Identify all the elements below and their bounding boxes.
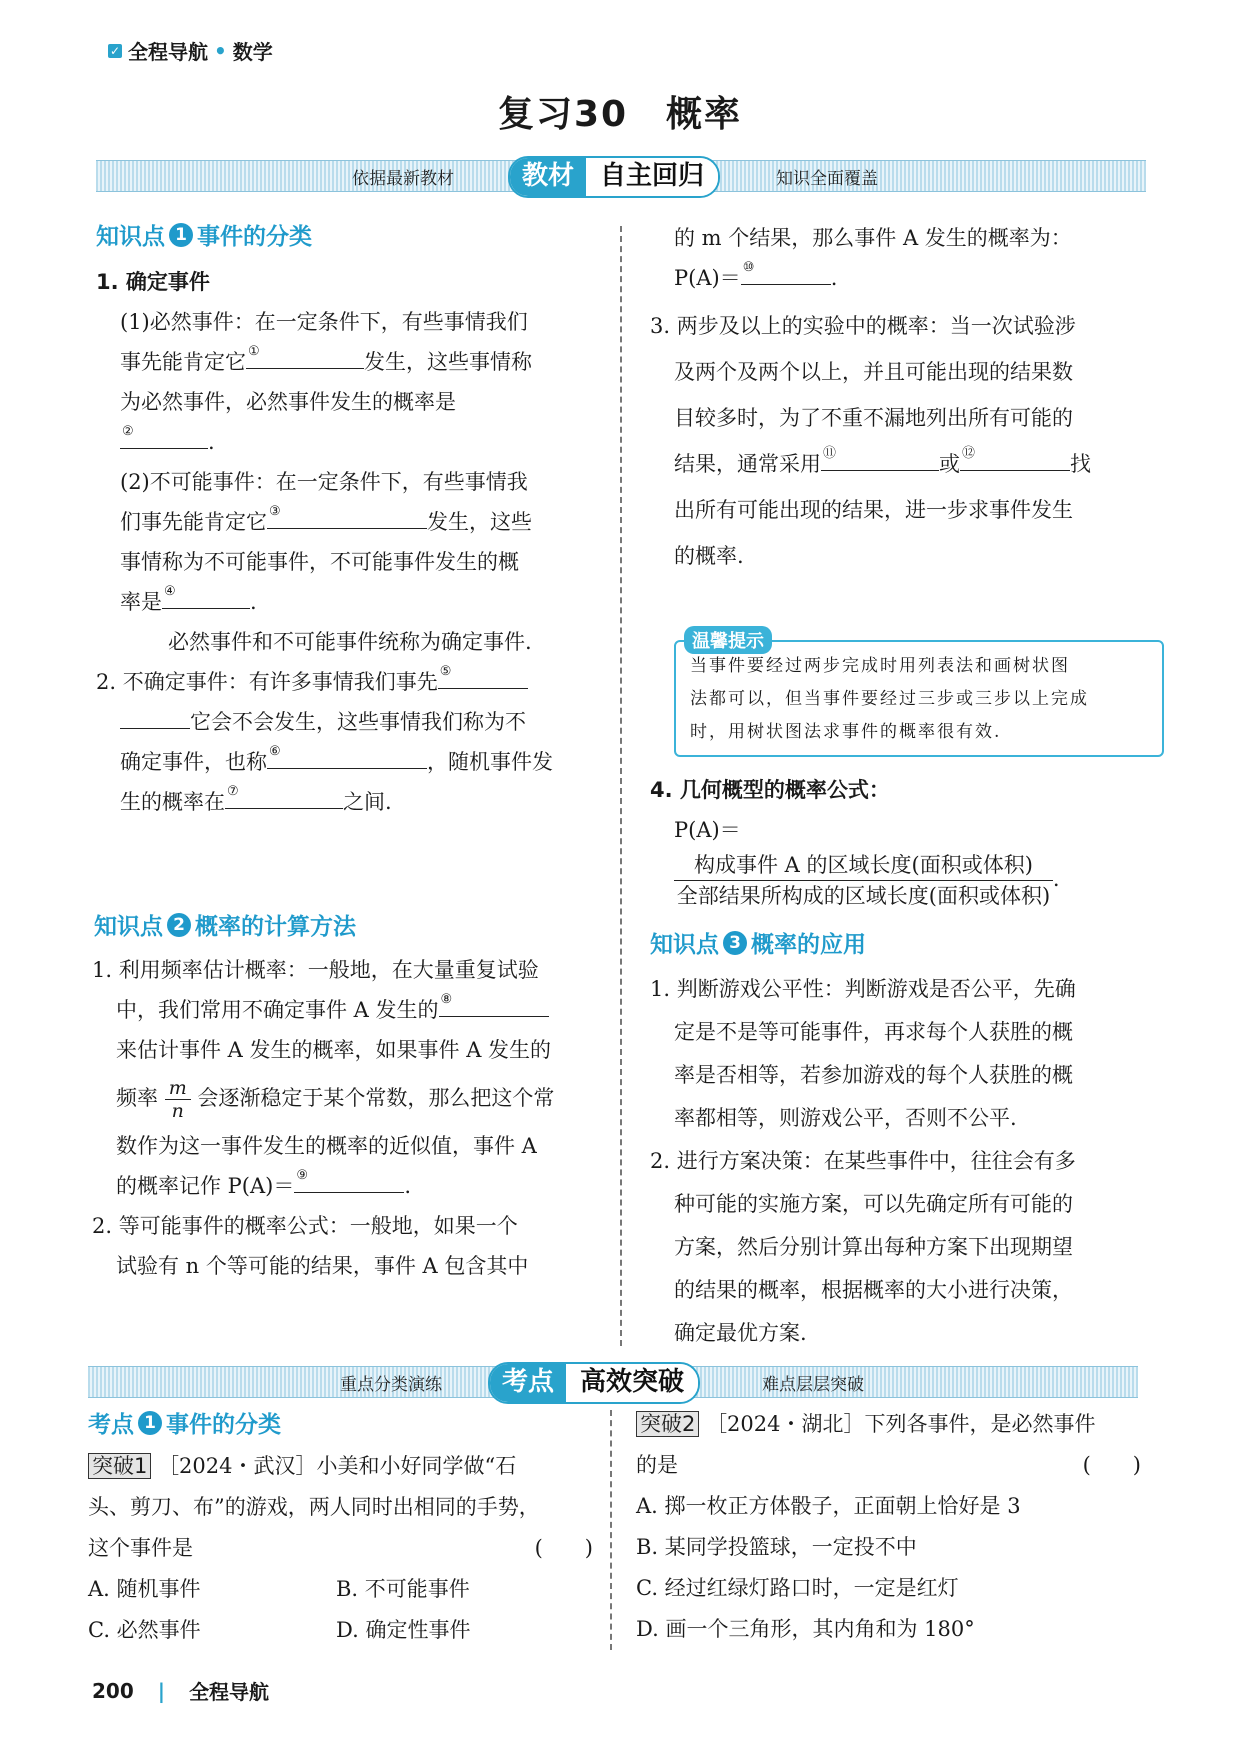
band-left-text: 重点分类演练 xyxy=(340,1375,442,1395)
section-pill xyxy=(508,156,720,198)
dot-separator: • xyxy=(214,38,227,63)
pill-a: 考点 xyxy=(490,1364,566,1402)
geometry-formula: 4. 几何概型的概率公式： P(A)＝ $\frac{\text{构成事件 A 的区域长度(面积或体积)}}{\text{全部结果所构成的区域长度(面积或体积)}}$. xyxy=(650,778,1060,908)
option-a[interactable]: A. 掷一枚正方体骰子，正面朝上恰好是 3 xyxy=(636,1494,1021,1518)
tip-box: 当事件要经过两步完成时用列表法和画树状图 法都可以，但当事件要经过三步或三步以上完成 时，用树状图法求事件的概率很有效. xyxy=(674,640,1164,757)
exam-point-1: 考点 1 事件的分类 xyxy=(88,1412,281,1438)
exercise-1: 突破1 ［2024・武汉］小美和小好同学做“石 头、剪刀、布”的游戏，两人同时出相同的手势， 这个事件是 ( ) A. 随机事件 B. 不可能事件 C. 必然事件 D. 确定性事件 xyxy=(88,1446,593,1651)
left-column-text-2: 1. 利用频率估计概率：一般地，在大量重复试验 中，我们常用不确定事件 A 发生的 ⑧ 来估计事件 A 发生的概率，如果事件 A 发生的 频率 $\frac{m}{n}$ 会逐渐稳定于某个常数，那么把这个常 数作为这一事件发生的概率的近似值，事件 A 的概率记作 P(A)＝ ⑨ . 2. 等可能事件的概率公式：一般地，如果一个 试验有 n 个等可能的结果，事件 A 包含其中 xyxy=(92,958,555,1278)
option-b[interactable]: B. 不可能事件 xyxy=(336,1577,470,1601)
band-left-text: 依据最新教材 xyxy=(352,169,454,189)
section-pill xyxy=(488,1362,700,1404)
pill-b: 自主回归 xyxy=(586,158,718,196)
section-band-exam xyxy=(88,1366,1138,1398)
option-d[interactable]: D. 确定性事件 xyxy=(336,1618,471,1642)
option-c[interactable]: C. 必然事件 xyxy=(88,1618,201,1642)
pill-a: 教材 xyxy=(510,158,586,196)
application-text: 1. 判断游戏公平性：判断游戏是否公平，先确 定是不是等可能事件，再求每个人获胜的概 率是否相等，若参加游戏的每个人获胜的概 率都相等，则游戏公平，否则不公平. 2. 进行方案决策：在某些事件中，往往会有多 种可能的实施方案，可以先确定所有可能的 方案，然后分别计算出每种方案下出现期望 的结果的概率，根据概率的大小进行决策， 确定最优方案. xyxy=(650,977,1076,1345)
exercise-2: 突破2 ［2024・湖北］下列各事件，是必然事件 的是 ( ) A. 掷一枚正方体骰子，正面朝上恰好是 3 B. 某同学投篮球，一定投不中 C. 经过红绿灯路口时，一定是红灯 D. 画一个三角形，其内角和为 180° xyxy=(636,1404,1141,1650)
footer-divider: | xyxy=(157,1678,166,1703)
right-column-text: 的 m 个结果，那么事件 A 发生的概率为： P(A)＝ ⑩ . 3. 两步及以上的实验中的概率：当一次试验涉 及两个及两个以上，并且可能出现的结果数 目较多时，为了不重不漏地列出所有可能的 结果，通常采用 ⑪ 或 ⑫ 找 出所有可能出现的结果，进一步求事件发生 的概率. xyxy=(650,226,1091,568)
option-d[interactable]: D. 画一个三角形，其内角和为 180° xyxy=(636,1617,975,1641)
knowledge-point-1: 知识点 1 事件的分类 xyxy=(96,224,312,250)
option-c[interactable]: C. 经过红绿灯路口时，一定是红灯 xyxy=(636,1576,959,1600)
band-right-text: 知识全面覆盖 xyxy=(776,169,878,189)
band-right-text: 难点层层突破 xyxy=(762,1375,864,1395)
pill-b: 高效突破 xyxy=(566,1364,698,1402)
option-b[interactable]: B. 某同学投篮球，一定投不中 xyxy=(636,1535,917,1559)
tip-tag: 温馨提示 xyxy=(684,626,772,654)
nav-title: 全程导航 xyxy=(128,40,208,64)
option-a[interactable]: A. 随机事件 xyxy=(88,1577,201,1601)
check-icon: ✓ xyxy=(109,43,121,58)
header-nav xyxy=(108,36,273,65)
footer xyxy=(92,1676,269,1705)
left-column-text: 1. 确定事件 (1)必然事件：在一定条件下，有些事情我们 事先能肯定它 ① 发生，这些事情称 为必然事件，必然事件发生的概率是 ② . (2)不可能事件：在一定条件下，有些事情我 们事先能肯定它 ③ 发生，这些 事情称为不可能事件，不可能事件发生的概 率是 ④ . 必然事件和不可能事件统称为确定事件. 2. 不确定事件：有许多事情我们事先 ⑤ 它会不会发生，这些事情我们称为不 确定事件，也称 ⑥ ，随机事件发 生的概率在 ⑦ 之间. xyxy=(96,270,553,814)
footer-nav: 全程导航 xyxy=(189,1680,270,1704)
column-divider xyxy=(620,226,622,1346)
knowledge-point-3: 知识点 3 概率的应用 xyxy=(650,932,866,958)
subject-title: 数学 xyxy=(232,40,273,64)
page-title: 复习30 概率 xyxy=(497,94,743,135)
knowledge-point-2: 知识点 2 概率的计算方法 xyxy=(94,914,356,940)
page-number: 200 xyxy=(92,1678,134,1703)
column-divider-2 xyxy=(610,1410,612,1650)
section-band-textbook xyxy=(96,160,1146,192)
